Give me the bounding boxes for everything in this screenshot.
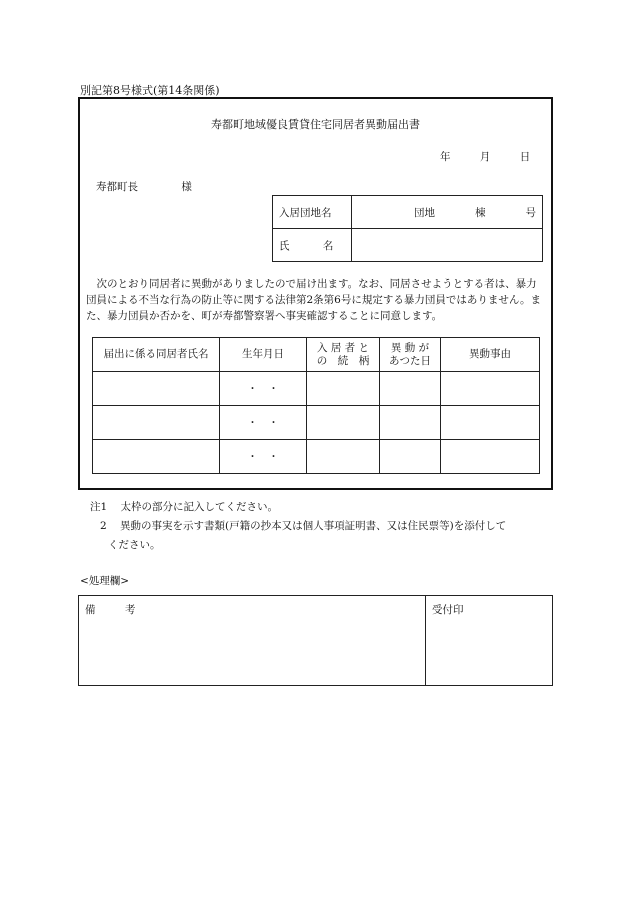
header-change-date-line1: 異 動 が: [390, 341, 430, 354]
table-row: [93, 372, 540, 406]
name-label: [273, 229, 352, 262]
form-title: 寿都町地域優良賃貸住宅同居者異動届出書: [211, 118, 420, 131]
cohabitant-name-cell[interactable]: [93, 372, 220, 406]
header-relationship-line1: 入 居 者 と: [316, 341, 369, 354]
birthdate-cell[interactable]: ・ ・: [220, 372, 307, 406]
danchi-label: 団地: [414, 206, 435, 219]
change-date-cell[interactable]: [380, 440, 441, 474]
note-2-continuation: ください。: [108, 539, 161, 551]
header-cohabitant-name: 届出に係る同居者氏名: [93, 338, 220, 372]
note-2-number: 2: [100, 520, 107, 532]
birthdate-cell[interactable]: ・ ・: [220, 406, 307, 440]
statement-text: 次のとおり同居者に異動がありましたので届け出ます。なお、同居させようとする者は、暴力団員による不当な行為の防止等に関する法律第2条第6号に規定する暴力団員ではありません。また、暴力団員か否かを、町が寿都警察署へ事実確認することに同意します。: [86, 278, 541, 322]
date-month: 月: [479, 151, 491, 163]
date-year: 年: [440, 151, 451, 163]
processing-row: [79, 596, 553, 686]
header-change-date-line2: あつた日: [389, 354, 431, 367]
applicant-table: [272, 195, 543, 262]
addressee-name: 寿都町長: [96, 181, 138, 193]
remarks-label-2: 考: [124, 604, 136, 616]
change-reason-cell[interactable]: [441, 440, 540, 474]
change-date-cell[interactable]: [380, 372, 441, 406]
table-row: [93, 440, 540, 474]
remarks-label-1: 備: [85, 604, 96, 616]
header-relationship: [307, 338, 380, 372]
residence-label: 入居団地名: [273, 196, 352, 229]
name-label-2: 名: [322, 239, 334, 252]
birthdate-cell[interactable]: ・ ・: [220, 440, 307, 474]
cohabitant-name-cell[interactable]: [93, 440, 220, 474]
residence-field[interactable]: [352, 196, 543, 229]
table-row: [93, 406, 540, 440]
note-1: [90, 499, 278, 514]
relationship-cell[interactable]: [307, 440, 380, 474]
date-row: [440, 149, 530, 164]
addressee: [96, 179, 192, 194]
processing-section-label: <処理欄>: [80, 575, 130, 587]
gou-label: 号: [525, 206, 536, 219]
change-date-cell[interactable]: [380, 406, 441, 440]
header-change-date: [380, 338, 441, 372]
change-reason-cell[interactable]: [441, 406, 540, 440]
relationship-cell[interactable]: [307, 372, 380, 406]
residence-row: [273, 196, 543, 229]
name-row: [273, 229, 543, 262]
addressee-honorific: 様: [181, 181, 192, 193]
reception-stamp-label: 受付印: [432, 604, 464, 616]
main-form-frame: [78, 97, 553, 490]
name-label-1: 氏: [279, 239, 290, 252]
header-relationship-line2: の 続 柄: [316, 354, 370, 367]
tou-label: 棟: [475, 206, 486, 219]
header-birthdate: 生年月日: [220, 338, 307, 372]
remarks-cell[interactable]: [79, 596, 426, 686]
change-reason-cell[interactable]: [441, 372, 540, 406]
name-field[interactable]: [352, 229, 543, 262]
relationship-cell[interactable]: [307, 406, 380, 440]
note-2: [100, 518, 506, 533]
note-1-text: 太枠の部分に記入してください。: [120, 501, 279, 513]
reception-stamp-cell[interactable]: [426, 596, 553, 686]
note-1-number: 注1: [90, 501, 108, 513]
header-change-reason: 異動事由: [441, 338, 540, 372]
table-header-row: [93, 338, 540, 372]
form-label: 別記第8号様式(第14条関係): [80, 84, 220, 97]
cohabitant-table: [92, 337, 540, 474]
note-2-text: 異動の事実を示す書類(戸籍の抄本又は個人事項証明書、又は住民票等)を添付して: [120, 520, 507, 532]
processing-table: [78, 595, 553, 686]
cohabitant-name-cell[interactable]: [93, 406, 220, 440]
date-day: 日: [519, 151, 531, 163]
